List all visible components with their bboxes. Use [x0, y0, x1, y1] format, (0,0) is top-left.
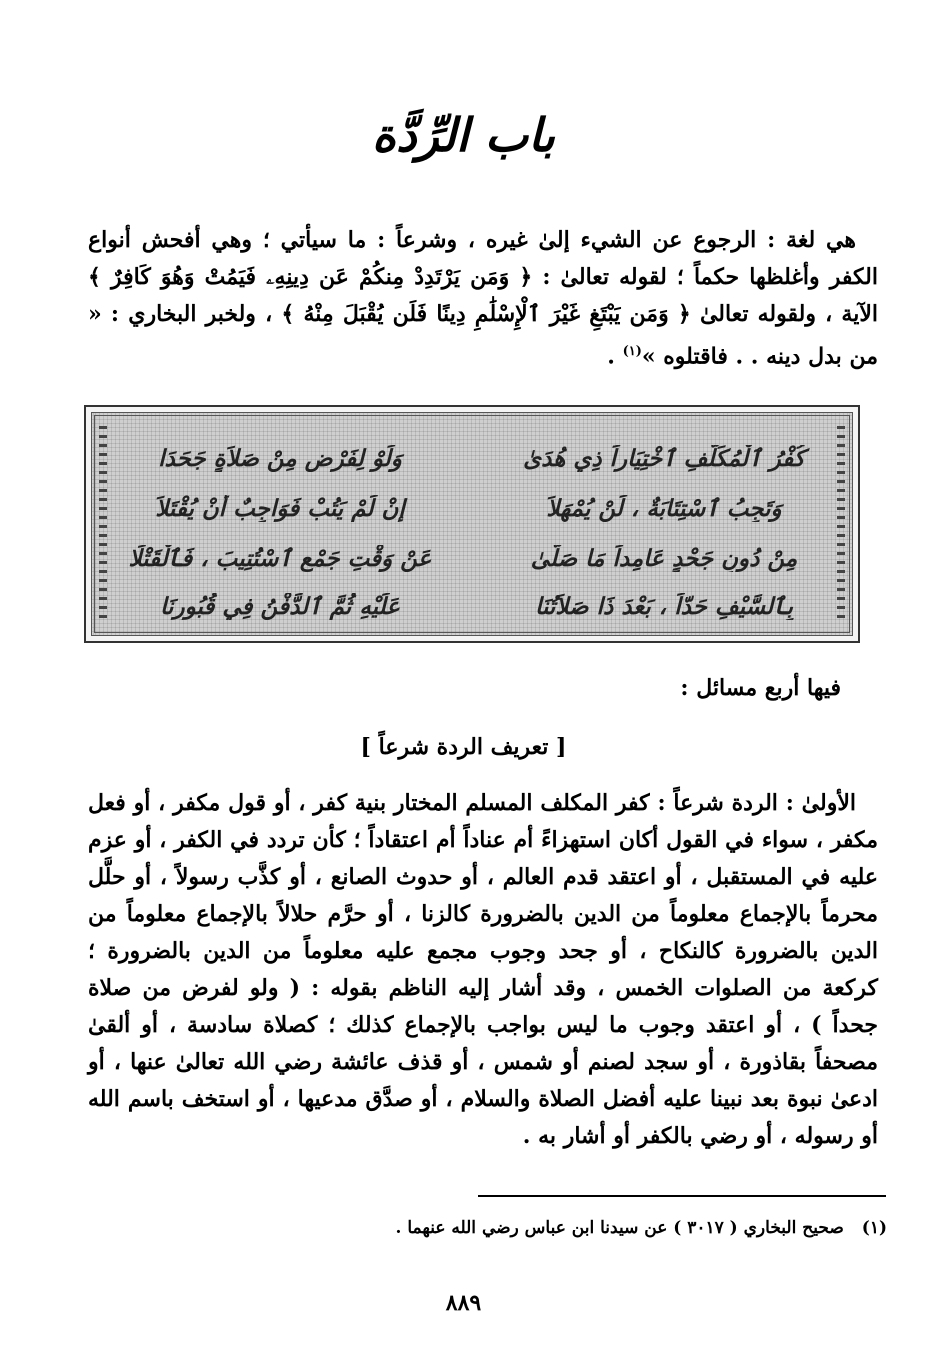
poem-box: [84, 405, 860, 643]
footnote-marker: (١): [622, 344, 642, 359]
ornament-left: [99, 426, 107, 622]
intro-end: .: [607, 343, 623, 370]
section-title: [ تعريف الردة شرعاً ]: [360, 734, 567, 760]
footnote-number: (١): [861, 1218, 887, 1238]
verse-first-hemistich: كُفْرُ ٱلْمُكَلَّفِ ٱخْتِيَاراً ذِي هُدَىٰ: [523, 444, 805, 472]
intro-paragraph: [88, 222, 878, 375]
poem-ornate-border: [91, 412, 853, 636]
body-text: الأولىٰ : الردة شرعاً : كفر المكلف المسلم المختار بنية كفر ، أو قول مكفر ، أو فعل مكفر ، سواء في القول أكان استهزاءً أم عناداً أم اعتقاداً ؛ كأن تردد في الكفر ، أو عزم عليه في المستقبل ، أو اعتقد قدم العالم ، أو حدوث الصانع ، أو كذَّب رسولاً ، أو حلَّل محرماً بالإجماع معلوماً من الدين بالضرورة كالزنا ، أو حرَّم حلالاً بالإجماع معلوماً من الدين بالضرورة كالنكاح ، أو جحد وجوب مجمع عليه معلوماً من الدين بالضرورة ؛ كركعة من الصلوات الخمس ، وقد أشار إليه الناظم بقوله : ( ولو لفرض من صلاة جحداً ) ، أو اعتقد وجوب ما ليس بواجب بالإجماع كذلك ؛ كصلاة سادسة ، أو ألقىٰ مصحفاً بقاذورة ، أو سجد لصنم أو شمس ، أو قذف عائشة رضي الله تعالىٰ عنها ، أو ادعىٰ نبوة بعد نبينا عليه أفضل الصلاة والسلام ، أو صدَّق مدعيها ، أو استخف باسم الله أو رسوله ، أو رضي بالكفر أو أشار به .: [88, 790, 878, 1149]
poem-verse: [115, 488, 829, 528]
chapter-title: باب الرِّدَّة: [372, 108, 555, 162]
footnote-divider: [478, 1195, 886, 1197]
verse-second-hemistich: وَلَوْ لِفَرْضٍ مِنْ صَلاَةٍ جَحَدَا: [158, 444, 402, 472]
verse-first-hemistich: مِنْ دُونِ جَحْدٍ عَامِداً مَا صَلَّىٰ: [530, 544, 798, 572]
verse-second-hemistich: إِنْ لَمْ يَتُبْ فَوَاجِبٌ أَنْ يُقْتَلاَ: [155, 494, 405, 522]
intro-text: هي لغة : الرجوع عن الشيء إلىٰ غيره ، وشرعاً : ما سيأتي ؛ وهي أفحش أنواع الكفر وأغلظها حكماً ؛ لقوله تعالىٰ : ﴿ وَمَن يَرْتَدِدْ مِنكُمْ عَن دِينِهِۦ فَيَمُتْ وَهُوَ كَافِرٌ ﴾ الآية ، ولقوله تعالىٰ ﴿ وَمَن يَبْتَغِ غَيْرَ ٱلْإِسْلَٰمِ دِينًا فَلَن يُقْبَلَ مِنْهُ ﴾ ، ولخبر البخاري : « من بدل دينه . . فاقتلوه »: [88, 227, 878, 370]
poem-verse: [115, 538, 829, 578]
page-number: ٨٨٩: [445, 1290, 482, 1316]
poem-verse: [115, 586, 829, 626]
poem-verse: [115, 438, 829, 478]
verse-second-hemistich: عَلَيْهِ ثُمَّ ٱلدَّفْنُ فِي قُبُورِنَا: [160, 592, 400, 620]
verse-first-hemistich: وَتَجِبُ ٱسْتِتَابَةٌ ، لَنْ يُمْهَلاَ: [546, 494, 782, 522]
footnote-text: صحيح البخاري ( ٣٠١٧ ) عن سيدنا ابن عباس رضي الله عنهما .: [395, 1218, 844, 1238]
footnote: [396, 1218, 887, 1238]
verse-second-hemistich: عَنْ وَقْتِ جَمْعٍ ٱسْتُتِيبَ ، فَٱلْقَتْلَا: [128, 544, 432, 572]
subheading: فيها أربع مسائل :: [680, 675, 841, 701]
verse-first-hemistich: بِٱلسَّيْفِ حَدّاً ، بَعْدَ ذَا صَلاَتُنَا: [534, 592, 794, 620]
ornament-right: [837, 426, 845, 622]
body-paragraph: [88, 785, 878, 1155]
